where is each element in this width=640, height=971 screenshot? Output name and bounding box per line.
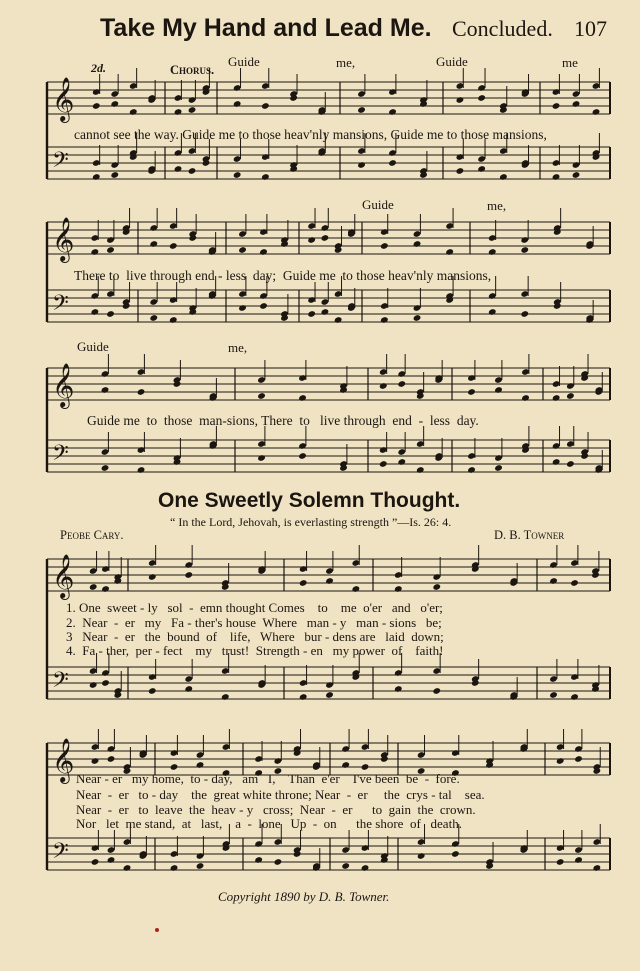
note-head [169,316,178,324]
note-head [325,577,334,585]
note-head [170,763,179,771]
note-head [321,234,330,242]
note-head [233,171,242,179]
note-head [91,308,100,316]
treble-clef-icon: 𝄞 [52,363,75,407]
note-head [107,856,116,864]
note-head [101,585,110,593]
note-head [123,864,132,872]
verse-line: Near - er to leave the heav - y cross; Near - er to gain the crown. [76,802,476,817]
note-head [417,852,426,860]
note-head [259,302,268,310]
verse-line: 3 Near - er the bound of life, Where bur - dens are laid down; [66,629,444,644]
note-head [388,108,397,116]
note-head [445,248,454,256]
bass-clef-icon: 𝄢 [52,148,69,178]
guide-cue: Guide [228,54,260,69]
note-head [257,392,266,400]
note-head [259,248,268,256]
note-head [451,850,460,858]
note-head [261,102,270,110]
me-cue: me [562,55,578,70]
author-credit: Peobe Cary. [60,528,124,542]
note-head [593,864,602,872]
note-head [566,460,575,468]
note-head [174,165,183,173]
note-head [574,755,583,763]
note-head [341,761,350,769]
note-head [148,687,157,695]
note-head [299,579,308,587]
note-head [488,248,497,256]
note-head [110,100,119,108]
bass-clef-icon: 𝄢 [52,291,69,321]
note-head [148,573,157,581]
note-head [549,691,558,699]
note-head [552,102,561,110]
note-head [379,460,388,468]
second-ending-mark: 2d. [91,61,106,75]
note-head [520,246,529,254]
note-head [298,452,307,460]
note-head [106,310,115,318]
note-head [325,691,334,699]
note-head [298,394,307,402]
note-head [188,167,197,175]
note-head [137,388,146,396]
note-head [196,761,205,769]
note-head [110,171,119,179]
bass-clef-icon: 𝄢 [52,839,69,869]
note-head [552,394,561,402]
note-head [416,466,425,474]
chorus-mark: Chorus. [170,63,215,77]
note-head [307,236,316,244]
note-head [432,687,441,695]
note-head [572,100,581,108]
note-head [388,159,397,167]
concluded-label: Concluded. [452,16,553,41]
verse-line: 2. Near - er my Fa - ther's house Where man - y man - sions be; [66,615,442,630]
note-head [92,102,101,110]
note-head [91,248,100,256]
lyrics-line: There to live through end - less day; Guide me to those heav'nly mansions, [74,268,492,283]
note-head [520,310,529,318]
note-head [254,856,263,864]
note-head [357,106,366,114]
note-head [91,757,100,765]
lyrics-line: Guide me to those man-sions, There to live through end - less day. [87,413,479,428]
note-head [352,585,361,593]
note-head [149,314,158,322]
note-head [184,685,193,693]
note-head [549,577,558,585]
note-head [413,240,422,248]
note-head [238,304,247,312]
note-head [380,316,389,324]
note-head [137,466,146,474]
note-head [299,693,308,701]
note-head [238,246,247,254]
note-head [170,864,179,872]
guide-cue: Guide [436,54,468,69]
note-head [361,763,370,771]
note-head [574,856,583,864]
verse-line: Near - er to - day the great white throne; Near - er the crys - tal sea. [76,787,485,802]
note-head [394,685,403,693]
note-head [488,308,497,316]
treble-clef-icon: 𝄞 [52,554,75,598]
lyrics-line: cannot see the way. Guide me to those heav'nly mansions, Guide me to those mansions, [74,127,547,142]
note-head [456,96,465,104]
note-head [274,858,283,866]
note-head [456,167,465,175]
note-head [307,310,316,318]
note-head [361,864,370,872]
note-head [413,314,422,322]
composer-credit: D. B. Towner [494,528,565,542]
note-head [432,583,441,591]
note-head [184,571,193,579]
page-number: 107 [574,16,607,41]
note-head [499,173,508,181]
verse-line: 4. Fa - ther, per - fect my trust! Strength - en my power of faith! [66,643,444,658]
note-head [477,94,486,102]
note-head [394,585,403,593]
verse-line: 1. One sweet - ly sol - emn thought Comes to me o'er and o'er; [66,600,443,615]
note-head [494,386,503,394]
note-head [92,173,101,181]
note-head [477,165,486,173]
note-head [570,579,579,587]
note-head [261,173,270,181]
note-head [257,454,266,462]
treble-clef-icon: 𝄞 [52,738,75,782]
guide-cue: Guide [77,339,109,354]
note-head [556,757,565,765]
note-head [169,242,178,250]
note-head [101,679,110,687]
bass-clef-icon: 𝄢 [52,441,69,471]
note-head [89,583,98,591]
scripture-epigraph: “ In the Lord, Jehovah, is everlasting strength ”—Is. 26: 4. [170,515,452,529]
note-head [91,858,100,866]
note-head [129,108,138,116]
me-cue: me, [336,55,356,70]
note-head [321,308,330,316]
note-head [556,858,565,866]
note-head [101,386,110,394]
note-head [188,106,197,114]
note-head [467,388,476,396]
note-head [341,862,350,870]
note-head [380,242,389,250]
note-head [570,693,579,701]
note-head [552,458,561,466]
note-head [397,380,406,388]
ink-dot [155,928,159,932]
verse-line: Nor let me stand, at last, a - lone Up - on the shore of death. [76,816,462,831]
note-head [174,108,183,116]
note-head [521,394,530,402]
note-head [566,392,575,400]
note-head [494,464,503,472]
hymn-title: Take My Hand and Lead Me. [100,14,432,42]
note-head [467,466,476,474]
note-head [221,693,230,701]
note-head [334,316,343,324]
copyright-line: Copyright 1890 by D. B. Towner. [218,889,390,904]
note-head [106,246,115,254]
treble-clef-icon: 𝄞 [52,77,75,121]
note-head [552,173,561,181]
note-head [89,681,98,689]
guide-cue: Guide [362,197,394,212]
note-head [379,382,388,390]
note-head [107,755,116,763]
verse-line: Near - er my home, to - day, am I, Than e'er I've been be - fore. [76,771,460,786]
note-head [397,458,406,466]
bass-clef-icon: 𝄢 [52,668,69,698]
treble-clef-icon: 𝄞 [52,217,75,261]
note-head [149,240,158,248]
note-head [357,161,366,169]
note-head [233,100,242,108]
note-head [572,171,581,179]
note-head [196,862,205,870]
note-head [592,108,601,116]
me-cue: me, [228,340,248,355]
note-head [101,464,110,472]
me-cue: me, [487,198,507,213]
hymn2-title: One Sweetly Solemn Thought. [158,489,461,512]
